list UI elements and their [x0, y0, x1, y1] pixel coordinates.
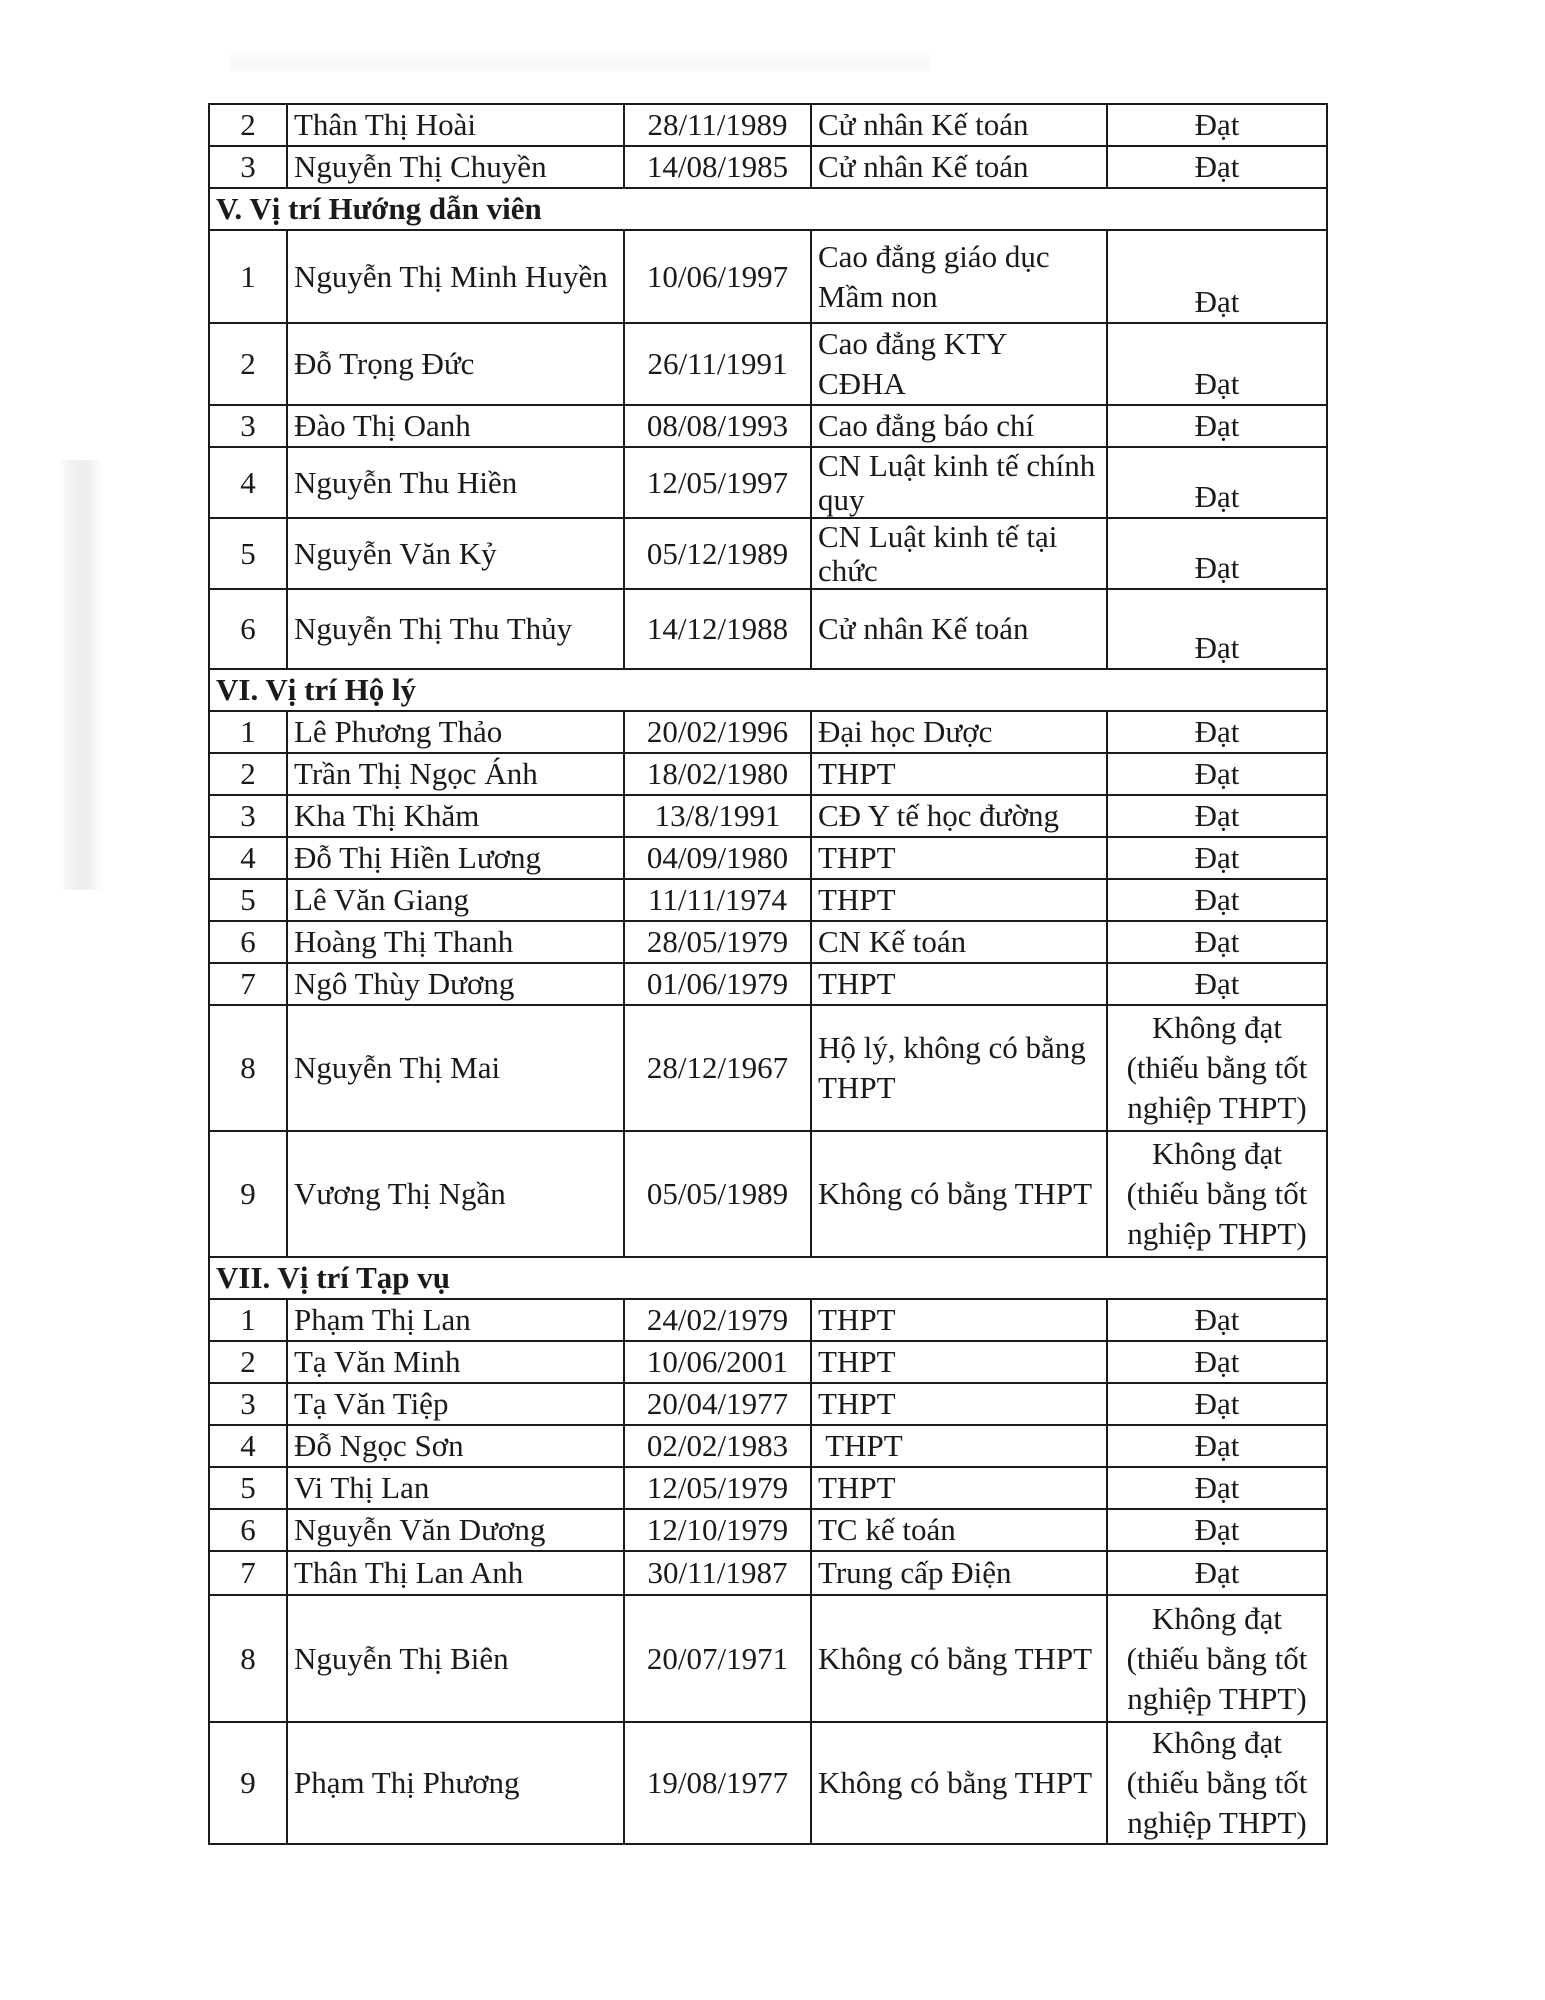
stt-cell: 2	[209, 1341, 287, 1383]
table-row	[209, 921, 1327, 963]
table-row	[209, 1299, 1327, 1341]
table-row	[209, 146, 1327, 188]
qualification-cell: THPT	[811, 837, 1107, 879]
qualification-cell: THPT	[811, 963, 1107, 1005]
qualification-cell: Cao đẳng KTY CĐHA	[811, 323, 1107, 405]
name-cell: Hoàng Thị Thanh	[287, 921, 624, 963]
dob-cell: 04/09/1980	[624, 837, 811, 879]
table-row	[209, 753, 1327, 795]
section-heading	[209, 1257, 1327, 1299]
name-cell: Phạm Thị Phương	[287, 1722, 624, 1844]
stt-cell: 3	[209, 1383, 287, 1425]
table-row	[209, 1595, 1327, 1722]
name-cell: Nguyễn Văn Kỷ	[287, 518, 624, 589]
qualification-cell: CN Luật kinh tế chính quy	[811, 447, 1107, 518]
table-row	[209, 1509, 1327, 1551]
result-cell: Đạt	[1107, 447, 1327, 518]
stt-cell: 7	[209, 1551, 287, 1595]
result-cell: Đạt	[1107, 104, 1327, 146]
name-cell: Đỗ Trọng Đức	[287, 323, 624, 405]
table-row	[209, 589, 1327, 669]
result-cell: Đạt	[1107, 753, 1327, 795]
stt-cell: 5	[209, 879, 287, 921]
stt-cell: 9	[209, 1131, 287, 1257]
result-cell: Đạt	[1107, 518, 1327, 589]
qualification-cell: Trung cấp Điện	[811, 1551, 1107, 1595]
name-cell: Phạm Thị Lan	[287, 1299, 624, 1341]
qualification-cell: THPT	[811, 1341, 1107, 1383]
qualification-cell: TC kế toán	[811, 1509, 1107, 1551]
dob-cell: 12/05/1979	[624, 1467, 811, 1509]
name-cell: Vi Thị Lan	[287, 1467, 624, 1509]
stt-cell: 8	[209, 1005, 287, 1131]
dob-cell: 12/05/1997	[624, 447, 811, 518]
name-cell: Nguyễn Thu Hiền	[287, 447, 624, 518]
qualification-cell: Đại học Dược	[811, 711, 1107, 753]
dob-cell: 02/02/1983	[624, 1425, 811, 1467]
name-cell: Nguyễn Thị Minh Huyền	[287, 230, 624, 323]
result-cell: Đạt	[1107, 711, 1327, 753]
name-cell: Thân Thị Lan Anh	[287, 1551, 624, 1595]
qualification-cell: CN Kế toán	[811, 921, 1107, 963]
result-cell: Đạt	[1107, 837, 1327, 879]
qualification-cell: THPT	[811, 1299, 1107, 1341]
table-row	[209, 104, 1327, 146]
dob-cell: 05/05/1989	[624, 1131, 811, 1257]
dob-cell: 01/06/1979	[624, 963, 811, 1005]
stt-cell: 1	[209, 711, 287, 753]
section-title: VI. Vị trí Hộ lý	[209, 669, 1327, 711]
result-cell: Đạt	[1107, 323, 1327, 405]
name-cell: Lê Phương Thảo	[287, 711, 624, 753]
qualification-cell: Cử nhân Kế toán	[811, 104, 1107, 146]
qualification-cell: THPT	[811, 879, 1107, 921]
table-row	[209, 518, 1327, 589]
dob-cell: 19/08/1977	[624, 1722, 811, 1844]
qualification-cell: Không có bằng THPT	[811, 1595, 1107, 1722]
dob-cell: 10/06/1997	[624, 230, 811, 323]
name-cell: Đỗ Ngọc Sơn	[287, 1425, 624, 1467]
result-cell: Đạt	[1107, 795, 1327, 837]
result-cell: Đạt	[1107, 146, 1327, 188]
section-heading	[209, 669, 1327, 711]
qualification-cell: Không có bằng THPT	[811, 1131, 1107, 1257]
stt-cell: 1	[209, 1299, 287, 1341]
results-table	[208, 103, 1328, 1845]
qualification-cell: Cao đẳng báo chí	[811, 405, 1107, 447]
result-cell: Đạt	[1107, 1425, 1327, 1467]
table-row	[209, 1722, 1327, 1844]
dob-cell: 20/07/1971	[624, 1595, 811, 1722]
dob-cell: 26/11/1991	[624, 323, 811, 405]
result-cell: Đạt	[1107, 230, 1327, 323]
stt-cell: 4	[209, 837, 287, 879]
stt-cell: 2	[209, 323, 287, 405]
stt-cell: 8	[209, 1595, 287, 1722]
table-row	[209, 1551, 1327, 1595]
dob-cell: 10/06/2001	[624, 1341, 811, 1383]
table-row	[209, 230, 1327, 323]
dob-cell: 28/05/1979	[624, 921, 811, 963]
name-cell: Nguyễn Thị Biên	[287, 1595, 624, 1722]
qualification-cell: Cử nhân Kế toán	[811, 589, 1107, 669]
table-row	[209, 1131, 1327, 1257]
table-row	[209, 795, 1327, 837]
dob-cell: 05/12/1989	[624, 518, 811, 589]
qualification-cell: THPT	[811, 753, 1107, 795]
table-row	[209, 1467, 1327, 1509]
name-cell: Thân Thị Hoài	[287, 104, 624, 146]
table-row	[209, 405, 1327, 447]
dob-cell: 20/02/1996	[624, 711, 811, 753]
section-heading	[209, 188, 1327, 230]
qualification-cell: THPT	[811, 1425, 1107, 1467]
dob-cell: 13/8/1991	[624, 795, 811, 837]
table-row	[209, 837, 1327, 879]
dob-cell: 30/11/1987	[624, 1551, 811, 1595]
name-cell: Tạ Văn Tiệp	[287, 1383, 624, 1425]
table-row	[209, 447, 1327, 518]
result-cell: Đạt	[1107, 1341, 1327, 1383]
result-cell: Đạt	[1107, 1299, 1327, 1341]
table-row	[209, 1383, 1327, 1425]
section-title: V. Vị trí Hướng dẫn viên	[209, 188, 1327, 230]
name-cell: Nguyễn Văn Dương	[287, 1509, 624, 1551]
scan-artifact-margin	[58, 460, 104, 890]
name-cell: Nguyễn Thị Chuyền	[287, 146, 624, 188]
dob-cell: 18/02/1980	[624, 753, 811, 795]
dob-cell: 14/12/1988	[624, 589, 811, 669]
stt-cell: 3	[209, 405, 287, 447]
name-cell: Tạ Văn Minh	[287, 1341, 624, 1383]
stt-cell: 4	[209, 447, 287, 518]
result-cell: Đạt	[1107, 1383, 1327, 1425]
result-cell: Đạt	[1107, 589, 1327, 669]
dob-cell: 12/10/1979	[624, 1509, 811, 1551]
name-cell: Vương Thị Ngần	[287, 1131, 624, 1257]
result-cell: Đạt	[1107, 405, 1327, 447]
qualification-cell: Hộ lý, không có bằng THPT	[811, 1005, 1107, 1131]
qualification-cell: CN Luật kinh tế tại chức	[811, 518, 1107, 589]
stt-cell: 4	[209, 1425, 287, 1467]
qualification-cell: Cao đẳng giáo dục Mầm non	[811, 230, 1107, 323]
name-cell: Nguyễn Thị Thu Thủy	[287, 589, 624, 669]
result-cell: Không đạt (thiếu bằng tốt nghiệp THPT)	[1107, 1131, 1327, 1257]
qualification-cell: Không có bằng THPT	[811, 1722, 1107, 1844]
stt-cell: 7	[209, 963, 287, 1005]
stt-cell: 1	[209, 230, 287, 323]
name-cell: Đào Thị Oanh	[287, 405, 624, 447]
stt-cell: 3	[209, 795, 287, 837]
result-cell: Đạt	[1107, 963, 1327, 1005]
stt-cell: 6	[209, 921, 287, 963]
stt-cell: 3	[209, 146, 287, 188]
scan-artifact-top	[230, 52, 930, 74]
name-cell: Trần Thị Ngọc Ánh	[287, 753, 624, 795]
name-cell: Đỗ Thị Hiền Lương	[287, 837, 624, 879]
name-cell: Ngô Thùy Dương	[287, 963, 624, 1005]
table-row	[209, 1425, 1327, 1467]
qualification-cell: THPT	[811, 1467, 1107, 1509]
dob-cell: 11/11/1974	[624, 879, 811, 921]
name-cell: Kha Thị Khăm	[287, 795, 624, 837]
result-cell: Không đạt (thiếu bằng tốt nghiệp THPT)	[1107, 1595, 1327, 1722]
table-row	[209, 879, 1327, 921]
stt-cell: 6	[209, 1509, 287, 1551]
dob-cell: 28/12/1967	[624, 1005, 811, 1131]
result-cell: Đạt	[1107, 879, 1327, 921]
stt-cell: 9	[209, 1722, 287, 1844]
result-cell: Đạt	[1107, 1551, 1327, 1595]
stt-cell: 5	[209, 518, 287, 589]
result-cell: Không đạt (thiếu bằng tốt nghiệp THPT)	[1107, 1005, 1327, 1131]
dob-cell: 14/08/1985	[624, 146, 811, 188]
dob-cell: 28/11/1989	[624, 104, 811, 146]
table-row	[209, 1005, 1327, 1131]
name-cell: Nguyễn Thị Mai	[287, 1005, 624, 1131]
result-cell: Không đạt (thiếu bằng tốt nghiệp THPT)	[1107, 1722, 1327, 1844]
qualification-cell: Cử nhân Kế toán	[811, 146, 1107, 188]
result-cell: Đạt	[1107, 1509, 1327, 1551]
dob-cell: 20/04/1977	[624, 1383, 811, 1425]
name-cell: Lê Văn Giang	[287, 879, 624, 921]
stt-cell: 6	[209, 589, 287, 669]
table-row	[209, 1341, 1327, 1383]
stt-cell: 2	[209, 104, 287, 146]
dob-cell: 08/08/1993	[624, 405, 811, 447]
result-cell: Đạt	[1107, 921, 1327, 963]
qualification-cell: THPT	[811, 1383, 1107, 1425]
stt-cell: 2	[209, 753, 287, 795]
table-row	[209, 963, 1327, 1005]
table-row	[209, 711, 1327, 753]
qualification-cell: CĐ Y tế học đường	[811, 795, 1107, 837]
table-row	[209, 323, 1327, 405]
dob-cell: 24/02/1979	[624, 1299, 811, 1341]
result-cell: Đạt	[1107, 1467, 1327, 1509]
stt-cell: 5	[209, 1467, 287, 1509]
section-title: VII. Vị trí Tạp vụ	[209, 1257, 1327, 1299]
